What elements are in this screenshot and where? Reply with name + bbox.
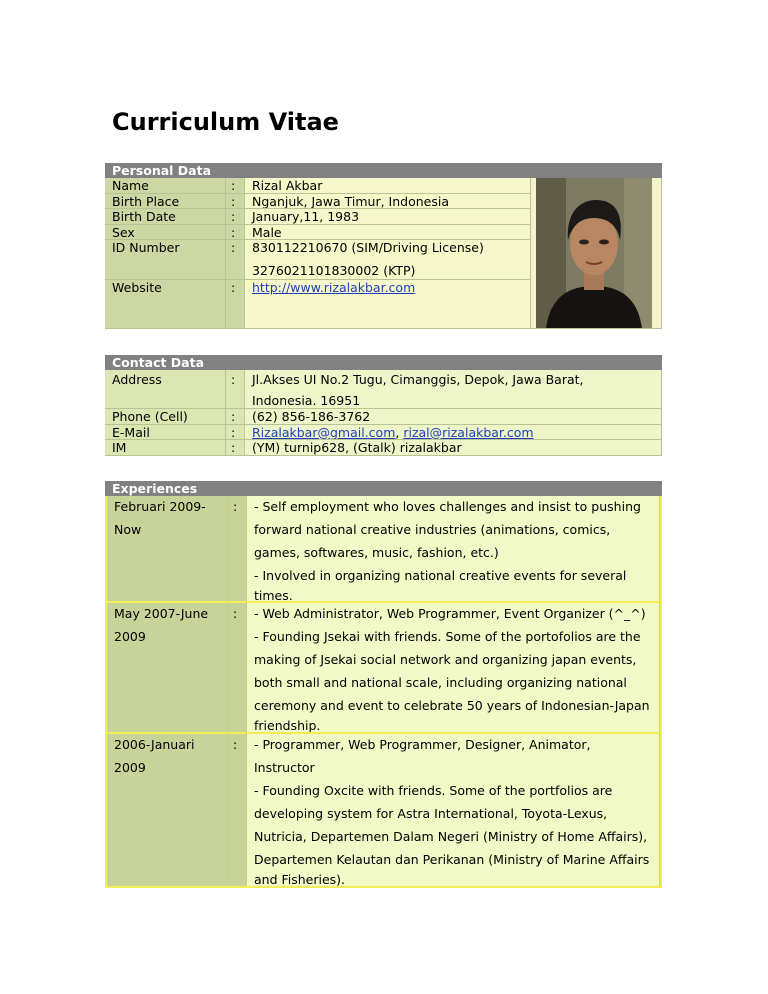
sex-label: Sex [105,225,226,241]
email-value [245,425,662,441]
experience-period: 2006-Januari 2009 [107,734,228,886]
contact-data-section [105,355,662,456]
table-row [105,425,662,441]
colon: : [226,409,245,425]
experience-description: - Programmer, Web Programmer, Designer, Animator, Instructor - Founding Oxcite with friends. Some of the portfolios are developing system for Astra International, Toyota-Lexus, Nutricia, Departemen Dalam Negeri (Ministry of Home Affairs), Departemen Kelautan dan Perikanan (Ministry of Marine Affairs and Fisheries). [247,734,660,886]
website-link[interactable]: http://www.rizalakbar.com [252,280,416,295]
email-link-gmail[interactable]: Rizalakbar@gmail.com [252,424,396,440]
colon: : [228,603,247,734]
experiences-header: Experiences [105,481,662,496]
experiences-section [105,481,662,888]
im-label: IM [105,440,226,456]
address-value [245,370,662,409]
address-line-1: Jl.Akses UI No.2 Tugu, Cimanggis, Depok, Jawa Barat, [252,372,584,387]
phone-value: (62) 856-186-3762 [245,409,662,425]
contact-data-header: Contact Data [105,355,662,370]
personal-data-header: Personal Data [105,163,662,178]
address-label: Address [105,370,226,409]
experience-description: - Self employment who loves challenges and insist to pushing forward national creative industries (animations, comics, games, softwares, music, fashion, etc.) - Involved in organizing national creative events for several times. [247,496,660,603]
table-row [105,209,531,225]
colon: : [226,240,245,280]
table-row [105,240,531,280]
address-line-2: Indonesia. 16951 [252,393,361,408]
experience-description: - Web Administrator, Web Programmer, Event Organizer (^_^) - Founding Jsekai with friends. Some of the portofolios are the making of Jsekai social network and organizing japan events, both small and national scale, including organizing national ceremony and event to celebrate 50 years of Indonesian-Japan friendship. [247,603,660,734]
table-row [105,440,662,456]
personal-data-section [105,163,662,329]
sex-value: Male [245,225,531,241]
birth-place-value: Nganjuk, Jawa Timur, Indonesia [245,194,531,210]
table-row [105,225,531,241]
colon: : [226,225,245,241]
table-row [107,496,660,603]
email-separator: , [395,424,404,440]
page-title: Curriculum Vitae [112,108,339,136]
experience-period: May 2007-June 2009 [107,603,228,734]
colon: : [226,370,245,409]
birth-date-value: January,11, 1983 [245,209,531,225]
colon: : [226,194,245,210]
experiences-table [105,496,662,888]
colon: : [228,734,247,886]
id-ktp: 3276021101830002 (KTP) [252,263,416,278]
profile-photo [536,178,652,329]
birth-place-label: Birth Place [105,194,226,210]
id-number-value [245,240,531,280]
experience-period: Februari 2009- Now [107,496,228,603]
id-sim: 830112210670 (SIM/Driving License) [252,240,484,255]
colon: : [226,178,245,194]
photo-cell [531,178,662,329]
colon: : [226,280,245,329]
phone-label: Phone (Cell) [105,409,226,425]
name-label: Name [105,178,226,194]
im-value: (YM) turnip628, (Gtalk) rizalakbar [245,440,662,456]
table-row [107,603,660,734]
email-link-personal[interactable]: rizal@rizalakbar.com [403,424,534,440]
colon: : [226,440,245,456]
email-label: E-Mail [105,425,226,441]
table-row [105,409,662,425]
table-row [105,178,531,194]
colon: : [228,496,247,603]
website-label: Website [105,280,226,329]
website-value [245,280,531,329]
birth-date-label: Birth Date [105,209,226,225]
table-row [105,280,531,329]
colon: : [226,425,245,441]
table-row [105,194,531,210]
name-value: Rizal Akbar [245,178,531,194]
colon: : [226,209,245,225]
id-number-label: ID Number [105,240,226,280]
table-row [105,370,662,409]
table-row [107,734,660,886]
